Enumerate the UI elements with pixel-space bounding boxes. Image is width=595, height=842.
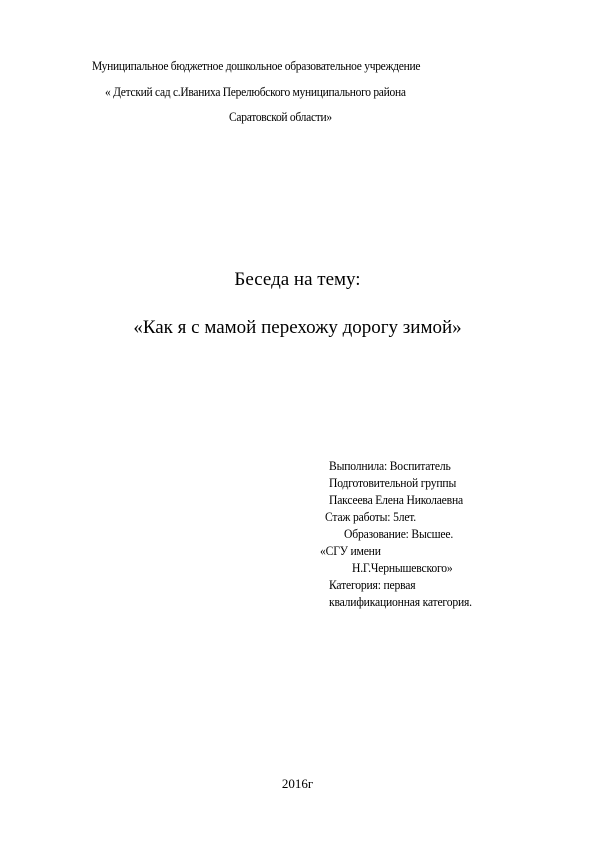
author-line-category: Категория: первая — [329, 578, 416, 592]
institution-line-1: Муниципальное бюджетное дошкольное образовательное учреждение — [92, 59, 421, 73]
author-line-education: Образование: Высшее. — [344, 527, 454, 541]
institution-line-2: « Детский сад с.Иваниха Перелюбского муниципального района — [105, 85, 406, 99]
author-line-qualification: квалификационная категория. — [329, 595, 472, 609]
author-line-group: Подготовительной группы — [329, 476, 457, 490]
document-year: 2016г — [281, 776, 314, 791]
author-line-university: «СГУ имени — [320, 544, 381, 558]
document-title-line-2: «Как я с мамой перехожу дорогу зимой» — [133, 317, 462, 338]
institution-line-3: Саратовской области» — [229, 110, 332, 124]
author-line-performed-by: Выполнила: Воспитатель — [329, 459, 451, 473]
author-line-name: Паксеева Елена Николаевна — [329, 493, 463, 507]
author-line-experience: Стаж работы: 5лет. — [325, 510, 417, 524]
author-line-university-name: Н.Г.Чернышевского» — [352, 561, 453, 575]
document-title-line-1: Беседа на тему: — [234, 269, 361, 290]
